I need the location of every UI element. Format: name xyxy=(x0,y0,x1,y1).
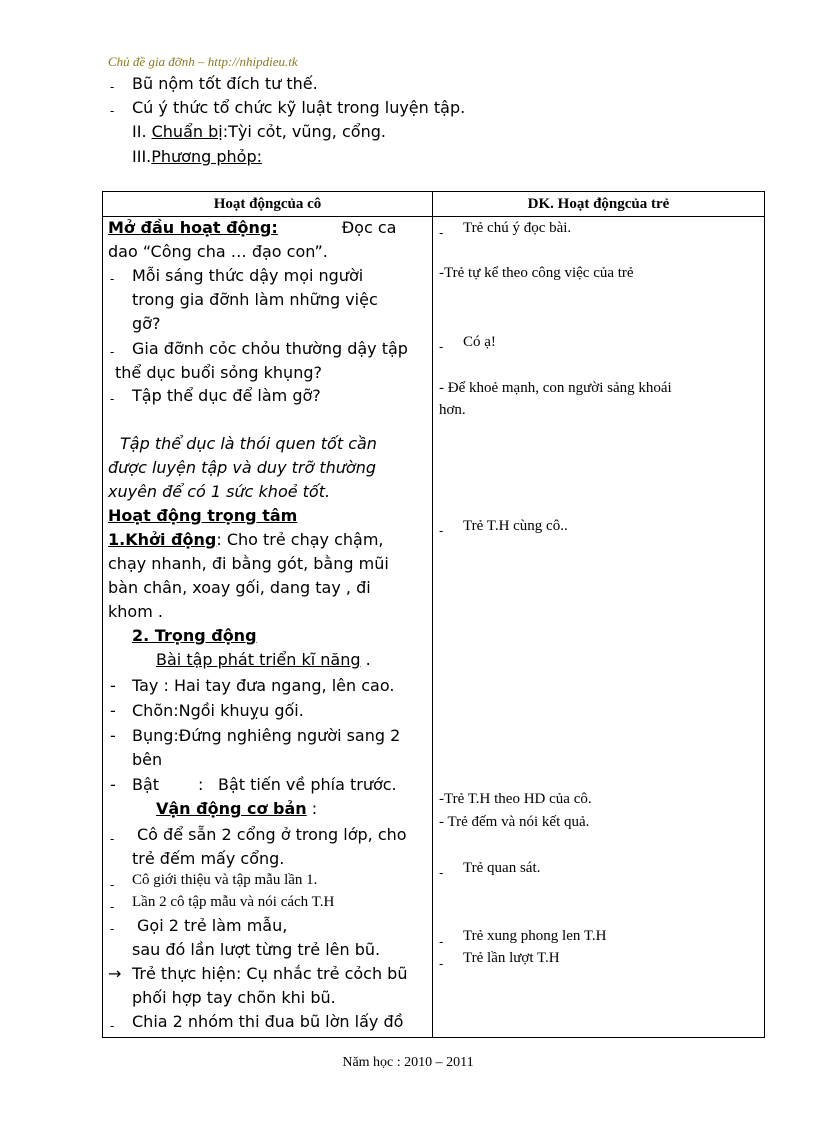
intro-line-3: II. Chuẩn bị:Tỳi cỏt, vũng, cổng. xyxy=(132,122,386,141)
left-line: Chia 2 nhóm thi đua bũ lờn lấy đồ xyxy=(132,1012,404,1031)
right-line: Trẻ quan sát. xyxy=(463,860,541,876)
bullet-dash: - xyxy=(110,701,116,720)
exercise-legs: Chõn:Ngồi khuỵu gối. xyxy=(132,701,304,720)
exercise-jump-colon: : xyxy=(198,775,204,794)
bullet-dash: - xyxy=(110,676,116,695)
bullet-dash: - xyxy=(110,726,116,745)
left-line: Mỗi sáng thức dậy mọi người xyxy=(132,266,364,285)
bullet-dash: - xyxy=(439,226,444,240)
bullet-dash: - xyxy=(110,832,115,846)
left-italic-note: Tập thể dục là thói quen tốt cần xyxy=(120,434,377,453)
left-line: Lần 2 cô tập mẫu và nói cách T.H xyxy=(132,894,335,910)
intro-line-1: Bũ nộm tốt đích tư thế. xyxy=(132,74,318,93)
right-line: Trẻ T.H cùng cô.. xyxy=(463,518,568,534)
page-footer: Năm học : 2010 – 2011 xyxy=(342,1055,474,1070)
bullet-dash: - xyxy=(110,104,115,118)
right-line: Trẻ chú ý đọc bài. xyxy=(463,220,572,236)
opening-activity: Mở đầu hoạt động: Đọc ca xyxy=(108,218,397,237)
left-italic-note: được luyện tập và duy trỡ thường xyxy=(108,458,376,477)
intro-line-4: III.Phương phỏp: xyxy=(132,147,262,166)
intro-line-2: Cú ý thức tổ chức kỹ luật trong luyện tập. xyxy=(132,98,466,117)
right-line: Trẻ xung phong len T.H xyxy=(463,928,607,944)
exercise-jump: Bật tiến về phía trước. xyxy=(218,775,397,794)
method-label: Phương phỏp: xyxy=(151,147,262,166)
left-line: phối hợp tay chõn khi bũ. xyxy=(132,988,336,1007)
left-line: trong gia đỡnh làm những việc xyxy=(132,290,378,309)
exercise-abdomen: Bụng:Đứng nghiêng người sang 2 xyxy=(132,726,401,745)
left-italic-note: xuyên để có 1 sức khoẻ tốt. xyxy=(108,482,331,501)
left-line: bên xyxy=(132,750,163,769)
left-line: khom . xyxy=(108,602,163,621)
bullet-dash: - xyxy=(439,957,444,971)
warmup-line: 1.Khởi động: Cho trẻ chạy chậm, xyxy=(108,530,384,549)
right-line: - Trẻ đếm và nói kết quả. xyxy=(439,814,590,830)
left-line: Gọi 2 trẻ làm mẫu, xyxy=(137,916,288,935)
exercise-arms: Tay : Hai tay đưa ngang, lên cao. xyxy=(132,676,395,695)
bullet-dash: - xyxy=(110,1019,115,1033)
bullet-dash: - xyxy=(439,935,444,949)
bullet-dash: - xyxy=(110,272,115,286)
arrow-right-icon: → xyxy=(108,964,122,983)
right-line: hơn. xyxy=(439,402,466,418)
left-line: Cô giới thiệu và tập mẫu lần 1. xyxy=(132,872,318,888)
left-line: Cô để sẵn 2 cổng ở trong lớp, cho xyxy=(137,825,407,844)
main-exercise-heading: 2. Trọng động xyxy=(132,626,257,645)
left-line: Tập thể dục để làm gỡ? xyxy=(132,386,321,405)
bullet-dash: - xyxy=(110,345,115,359)
left-line: thể dục buổi sỏng khụng? xyxy=(115,363,322,382)
bullet-dash: - xyxy=(439,524,444,538)
bullet-dash: - xyxy=(110,775,116,794)
prepare-label: Chuẩn bị xyxy=(151,122,223,141)
left-line: gỡ? xyxy=(132,314,161,333)
page-header: Chủ đề gia đỡnh – http://nhipdieu.tk xyxy=(108,54,298,69)
skill-exercise-title: Bài tập phát triển kĩ năng . xyxy=(156,650,371,669)
bullet-dash: - xyxy=(110,900,115,914)
left-line: Trẻ thực hiện: Cụ nhắc trẻ cỏch bũ xyxy=(132,964,408,983)
left-line: trẻ đếm mấy cổng. xyxy=(132,849,285,868)
col-header-teacher: Hoạt độngcủa cô xyxy=(103,192,433,217)
bullet-dash: - xyxy=(110,392,115,406)
left-line: bàn chân, xoay gối, dang tay , đi xyxy=(108,578,371,597)
bullet-dash: - xyxy=(110,80,115,94)
bullet-dash: - xyxy=(110,922,115,936)
right-line: Trẻ lần lượt T.H xyxy=(463,950,560,966)
right-line: -Trẻ T.H theo HD của cô. xyxy=(439,791,592,807)
left-line: sau đó lần lượt từng trẻ lên bũ. xyxy=(132,940,381,959)
basic-movement-heading: Vận động cơ bản : xyxy=(156,799,318,818)
left-line: dao “Công cha … đạo con”. xyxy=(108,242,328,261)
left-line: chạy nhanh, đi bằng gót, bằng mũi xyxy=(108,554,389,573)
left-line: Gia đỡnh cỏc chỏu thường dậy tập xyxy=(132,339,408,358)
right-line: - Để khoẻ mạnh, con người sảng khoái xyxy=(439,380,672,396)
right-line: Có ạ! xyxy=(463,334,496,350)
main-activity-heading: Hoạt động trọng tâm xyxy=(108,506,298,525)
exercise-jump-label: Bật xyxy=(132,775,160,794)
bullet-dash: - xyxy=(439,340,444,354)
bullet-dash: - xyxy=(439,866,444,880)
col-header-children: DK. Hoạt độngcủa trẻ xyxy=(433,192,765,217)
bullet-dash: - xyxy=(110,878,115,892)
right-line: -Trẻ tự kể theo công việc của trẻ xyxy=(439,265,634,281)
